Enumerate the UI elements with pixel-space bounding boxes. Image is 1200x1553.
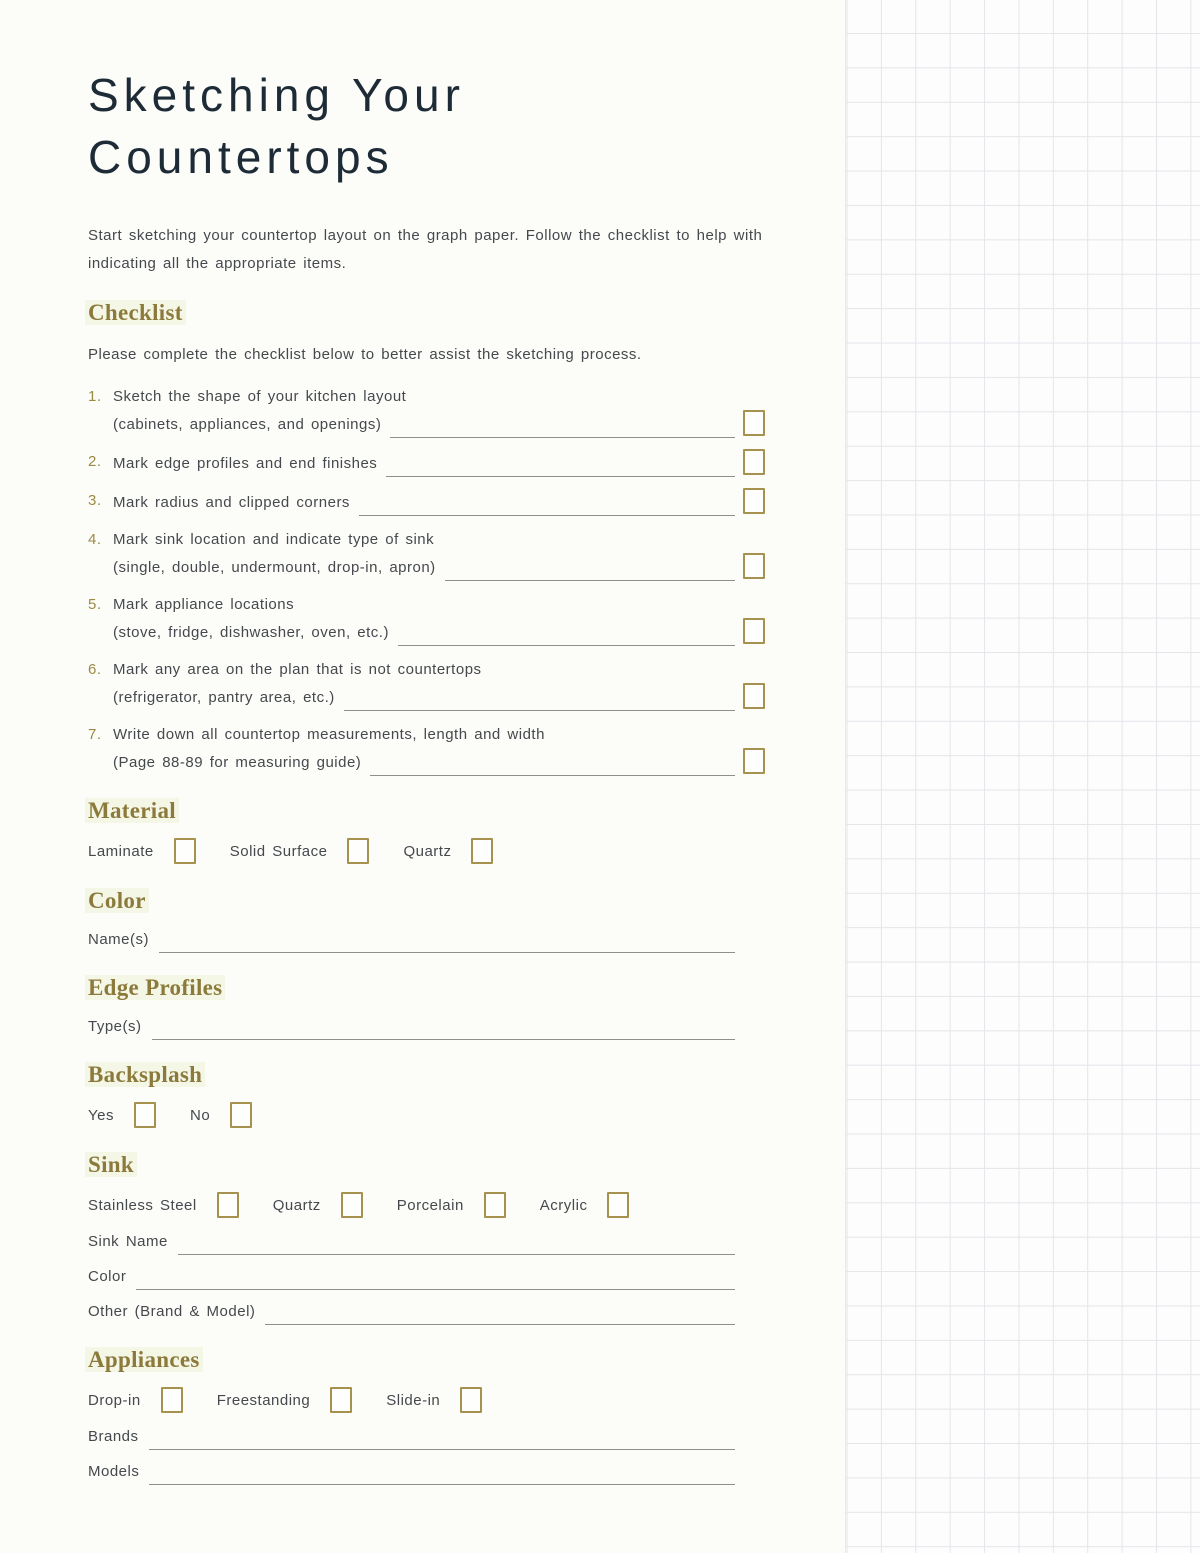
- item-3-checkbox[interactable]: [743, 488, 765, 514]
- stainless-steel-label: Stainless Steel: [88, 1196, 197, 1214]
- worksheet-content: [88, 0, 765, 1485]
- checklist-subtitle: Please complete the checklist below to better assist the sketching process.: [88, 346, 642, 363]
- item-7-write-line[interactable]: [370, 754, 735, 776]
- backsplash-yes-label: Yes: [88, 1106, 114, 1124]
- sink-option-quartz: [273, 1192, 363, 1218]
- sink-other-write-line[interactable]: [265, 1305, 735, 1325]
- sink-color-label: Color: [88, 1268, 127, 1285]
- item-7-text-line2: (Page 88-89 for measuring guide): [113, 754, 362, 771]
- material-option-solid-surface: [230, 838, 370, 864]
- sink-name-label: Sink Name: [88, 1233, 168, 1250]
- material-quartz-checkbox[interactable]: [471, 838, 493, 864]
- item-4-write-line[interactable]: [445, 559, 735, 581]
- sink-quartz-label: Quartz: [272, 1196, 321, 1214]
- edge-profiles-heading-text: Edge Profiles: [85, 975, 225, 1000]
- item-3-number: 3.: [88, 492, 102, 509]
- item-6-number: 6.: [88, 661, 102, 678]
- page-title-line1: Sketching Your: [88, 69, 465, 121]
- item-5-number: 5.: [88, 596, 102, 613]
- page-title-line2: Countertops: [88, 131, 394, 183]
- porcelain-label: Porcelain: [396, 1196, 464, 1214]
- material-option-laminate: [88, 838, 196, 864]
- item-1-checkbox[interactable]: [743, 410, 765, 436]
- checklist-item-1: [88, 384, 765, 438]
- item-6-text-line2: (refrigerator, pantry area, etc.): [113, 689, 335, 706]
- item-2-checkbox[interactable]: [743, 449, 765, 475]
- appliances-option-freestanding: [217, 1387, 353, 1413]
- sink-option-porcelain: [397, 1192, 506, 1218]
- slide-in-label: Slide-in: [386, 1391, 441, 1409]
- laminate-checkbox[interactable]: [174, 838, 196, 864]
- freestanding-label: Freestanding: [216, 1391, 311, 1409]
- backsplash-no-checkbox[interactable]: [230, 1102, 252, 1128]
- models-write-line[interactable]: [149, 1465, 735, 1485]
- item-2-number: 2.: [88, 453, 102, 470]
- item-4-checkbox[interactable]: [743, 553, 765, 579]
- checklist-item-3: [88, 488, 765, 516]
- brands-write-line[interactable]: [149, 1430, 735, 1450]
- checklist-item-4: [88, 527, 765, 581]
- drop-in-checkbox[interactable]: [161, 1387, 183, 1413]
- item-4-number: 4.: [88, 531, 102, 548]
- appliances-options: [88, 1385, 765, 1415]
- sink-color-field: [88, 1262, 765, 1290]
- edge-profiles-heading: [88, 973, 765, 1003]
- material-heading-text: Material: [85, 798, 179, 823]
- sink-quartz-checkbox[interactable]: [341, 1192, 363, 1218]
- drop-in-label: Drop-in: [88, 1391, 141, 1409]
- backsplash-option-no: [190, 1102, 252, 1128]
- color-heading: [88, 886, 765, 916]
- intro-text: Start sketching your countertop layout on the graph paper. Follow the checklist to help with indicating all the appropriate items.: [88, 227, 763, 272]
- item-3-text: Mark radius and clipped corners: [113, 494, 350, 511]
- porcelain-checkbox[interactable]: [484, 1192, 506, 1218]
- sink-heading-text: Sink: [85, 1152, 137, 1177]
- sink-option-acrylic: [540, 1192, 630, 1218]
- color-heading-text: Color: [85, 888, 149, 913]
- acrylic-label: Acrylic: [539, 1196, 588, 1214]
- item-5-text-line2: (stove, fridge, dishwasher, oven, etc.): [113, 624, 389, 641]
- item-5-checkbox[interactable]: [743, 618, 765, 644]
- solid-surface-label: Solid Surface: [229, 842, 328, 860]
- sink-other-label: Other (Brand & Model): [88, 1303, 256, 1320]
- item-6-checkbox[interactable]: [743, 683, 765, 709]
- material-options: [88, 836, 765, 866]
- color-name-label: Name(s): [88, 931, 150, 948]
- laminate-label: Laminate: [88, 842, 154, 860]
- item-4-text-line1: Mark sink location and indicate type of sink: [113, 531, 435, 548]
- item-1-text-line2: (cabinets, appliances, and openings): [113, 416, 382, 433]
- backsplash-option-yes: [88, 1102, 156, 1128]
- color-name-write-line[interactable]: [159, 933, 735, 953]
- sink-heading: [88, 1150, 765, 1180]
- stainless-steel-checkbox[interactable]: [217, 1192, 239, 1218]
- page-title: [88, 64, 765, 188]
- checklist-item-5: [88, 592, 765, 646]
- item-1-text-line1: Sketch the shape of your kitchen layout: [113, 388, 407, 405]
- item-6-text-line1: Mark any area on the plan that is not countertops: [113, 661, 482, 678]
- appliances-option-slide-in: [386, 1387, 482, 1413]
- freestanding-checkbox[interactable]: [330, 1387, 352, 1413]
- item-7-number: 7.: [88, 726, 102, 743]
- item-2-text: Mark edge profiles and end finishes: [113, 455, 378, 472]
- edge-profiles-type-write-line[interactable]: [152, 1020, 735, 1040]
- backsplash-heading-text: Backsplash: [85, 1062, 205, 1087]
- edge-profiles-type-label: Type(s): [88, 1018, 142, 1035]
- sink-color-write-line[interactable]: [136, 1270, 735, 1290]
- graph-paper-sketch-area[interactable]: [845, 0, 1200, 1553]
- material-quartz-label: Quartz: [403, 842, 452, 860]
- acrylic-checkbox[interactable]: [607, 1192, 629, 1218]
- checklist-item-6: [88, 657, 765, 711]
- backsplash-no-label: No: [189, 1106, 211, 1124]
- sink-name-field: [88, 1227, 765, 1255]
- item-4-text-line2: (single, double, undermount, drop-in, apron): [113, 559, 436, 576]
- color-name-field: [88, 925, 765, 953]
- item-1-write-line[interactable]: [390, 416, 735, 438]
- item-5-text-line1: Mark appliance locations: [113, 596, 295, 613]
- brands-label: Brands: [88, 1428, 139, 1445]
- appliances-heading: [88, 1345, 765, 1375]
- item-7-checkbox[interactable]: [743, 748, 765, 774]
- checklist-item-2: [88, 449, 765, 477]
- item-6-write-line[interactable]: [344, 689, 735, 711]
- item-3-write-line[interactable]: [359, 494, 735, 516]
- item-1-number: 1.: [88, 388, 102, 405]
- slide-in-checkbox[interactable]: [460, 1387, 482, 1413]
- item-2-write-line[interactable]: [386, 455, 735, 477]
- solid-surface-checkbox[interactable]: [347, 838, 369, 864]
- models-label: Models: [88, 1463, 140, 1480]
- checklist-heading-text: Checklist: [85, 300, 186, 325]
- material-option-quartz: [403, 838, 493, 864]
- appliances-brands-field: [88, 1422, 765, 1450]
- backsplash-yes-checkbox[interactable]: [134, 1102, 156, 1128]
- checklist-item-7: [88, 722, 765, 776]
- backsplash-options: [88, 1100, 765, 1130]
- sink-option-stainless-steel: [88, 1192, 239, 1218]
- material-heading: [88, 796, 765, 826]
- item-7-text-line1: Write down all countertop measurements, length and width: [113, 726, 545, 743]
- sink-name-write-line[interactable]: [178, 1235, 735, 1255]
- backsplash-heading: [88, 1060, 765, 1090]
- appliances-models-field: [88, 1457, 765, 1485]
- item-5-write-line[interactable]: [398, 624, 735, 646]
- appliances-heading-text: Appliances: [85, 1347, 203, 1372]
- edge-profiles-type-field: [88, 1012, 765, 1040]
- sink-other-field: [88, 1297, 765, 1325]
- sink-options: [88, 1190, 765, 1220]
- checklist-heading: [88, 298, 765, 328]
- appliances-option-drop-in: [88, 1387, 183, 1413]
